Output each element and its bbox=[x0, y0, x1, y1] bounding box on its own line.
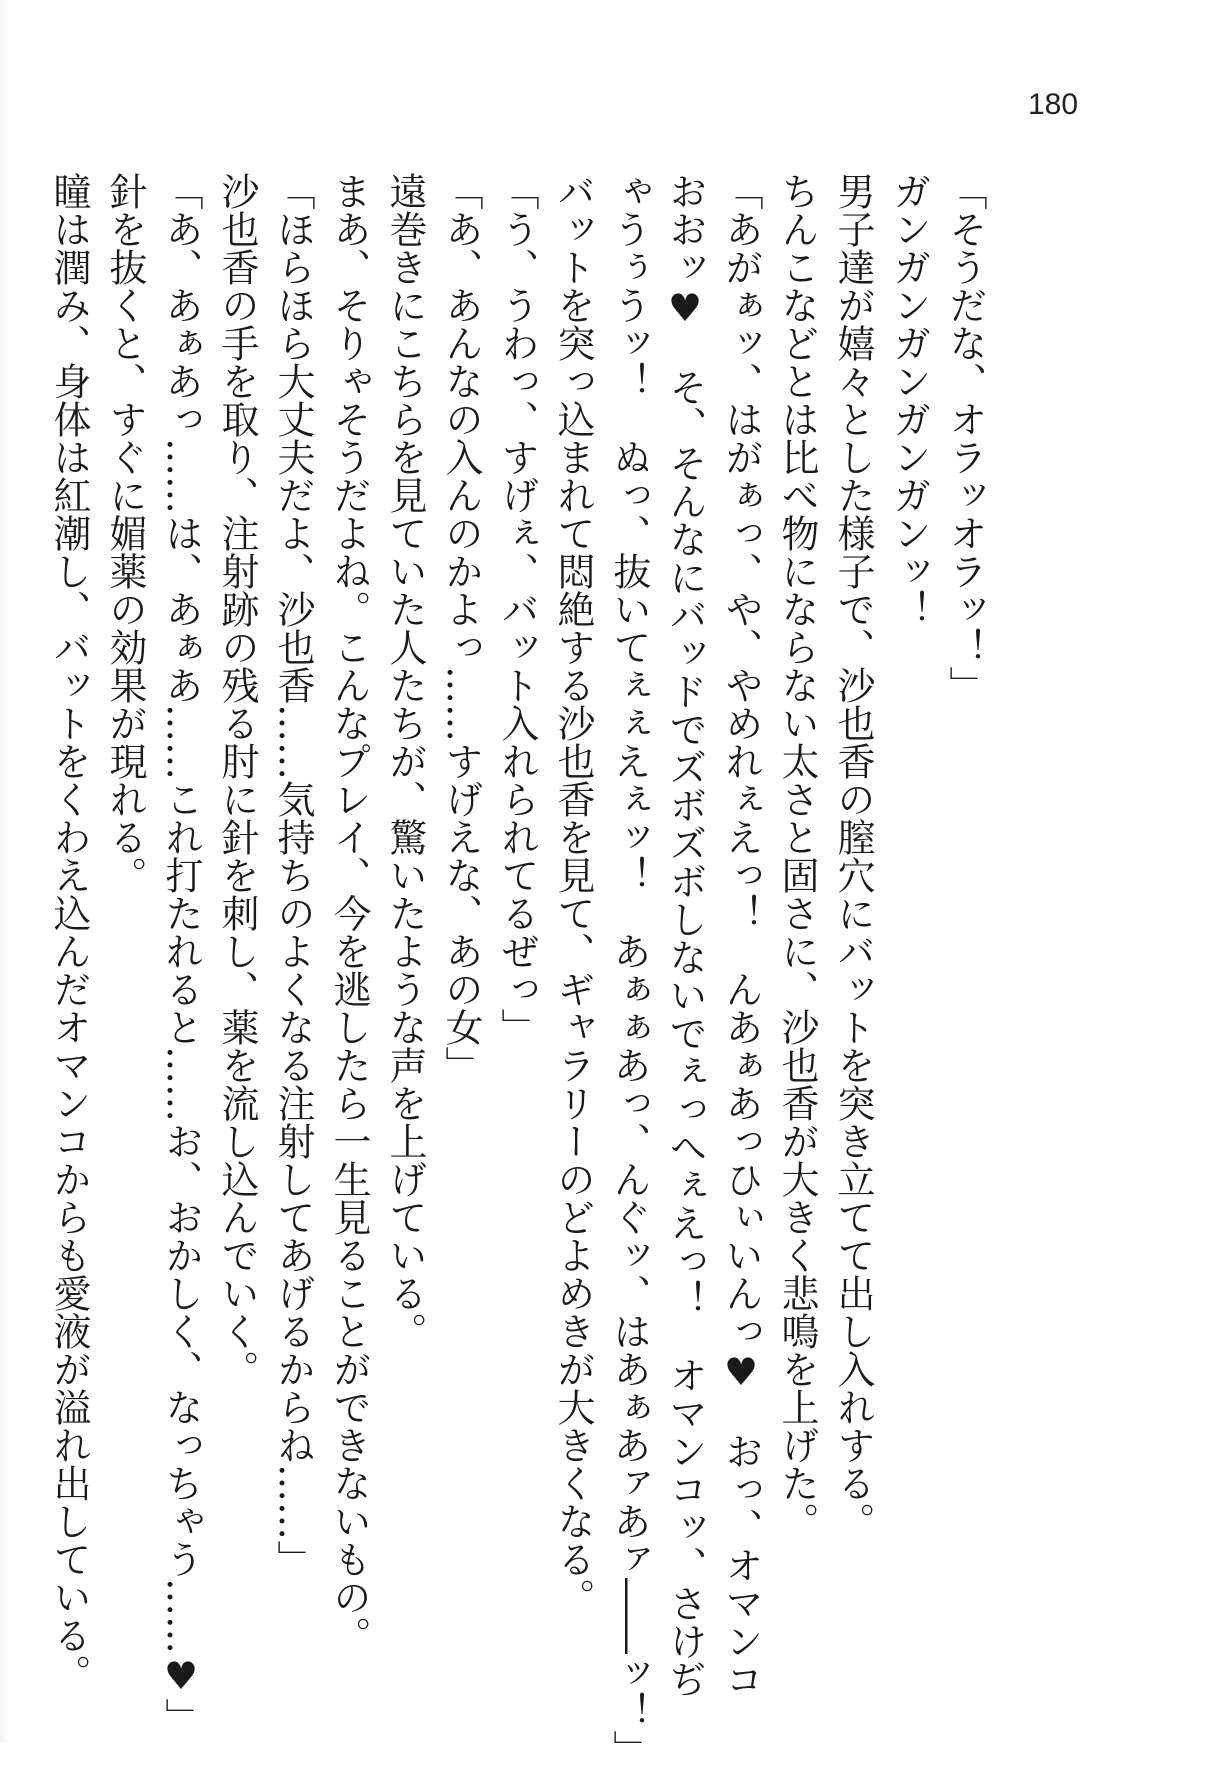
text-line: 「あ、あんなの入んのかよっ……すげえな、あの女」 bbox=[439, 172, 483, 1084]
text-line: ゃうぅうッ！ ぬっ、抜いてぇぇえぇッ！ あぁぁあっ、んぐッ、はあぁあァあァ――ッ！」 bbox=[607, 172, 651, 1768]
text-line: 沙也香の手を取り、注射跡の残る肘に針を刺し、薬を流し込んでいく。 bbox=[215, 172, 259, 1388]
text-line: 「ほらほら大丈夫だよ、沙也香……気持ちのよくなる注射してあげるからね……」 bbox=[271, 172, 315, 1578]
text-line: ガンガンガンガンガンッ！ bbox=[887, 172, 931, 628]
scan-edge-shadow bbox=[0, 0, 10, 1742]
text-line: おおッ♥ そ、そんなにバッドでズボズボしないでぇっへぇえっ！ オマンコッ、さけぢ bbox=[663, 172, 707, 1698]
text-line: 遠巻きにこちらを見ていた人たちが、驚いたような声を上げている。 bbox=[383, 172, 427, 1350]
text-line: 瞳は潤み、身体は紅潮し、バットをくわえ込んだオマンコからも愛液が溢れ出している。 bbox=[47, 172, 91, 1692]
text-line: 「あ、あぁあっ……は、あぁあ……これ打たれると……お、おかしく、なっちゃう……♥」 bbox=[159, 172, 203, 1736]
text-line: 男子達が嬉々とした様子で、沙也香の膣穴にバットを突き立てて出し入れする。 bbox=[831, 172, 875, 1540]
text-line: 「あがぁッ、はがぁっ、や、やめれぇえっ！ んあぁあっひぃいんっ♥ おっ、オマンコ bbox=[719, 172, 763, 1698]
text-line: まあ、そりゃそうだよね。こんなプレイ、今を逃したら一生見ることができないもの。 bbox=[327, 172, 371, 1654]
text-line: 「う、うわっ、すげぇ、バット入れられてるぜっ」 bbox=[495, 172, 539, 1046]
text-line: ちんこなどとは比べ物にならない太さと固さに、沙也香が大きく悲鳴を上げた。 bbox=[775, 172, 819, 1540]
text-line: 「そうだな、オラッオラッ！」 bbox=[943, 172, 987, 704]
text-line: 針を抜くと、すぐに媚薬の効果が現れる。 bbox=[103, 172, 147, 894]
page-number: 180 bbox=[1028, 88, 1079, 121]
text-line: バットを突っ込まれて悶絶する沙也香を見て、ギャラリーのどよめきが大きくなる。 bbox=[551, 172, 595, 1616]
vertical-text-body bbox=[41, 172, 993, 1768]
